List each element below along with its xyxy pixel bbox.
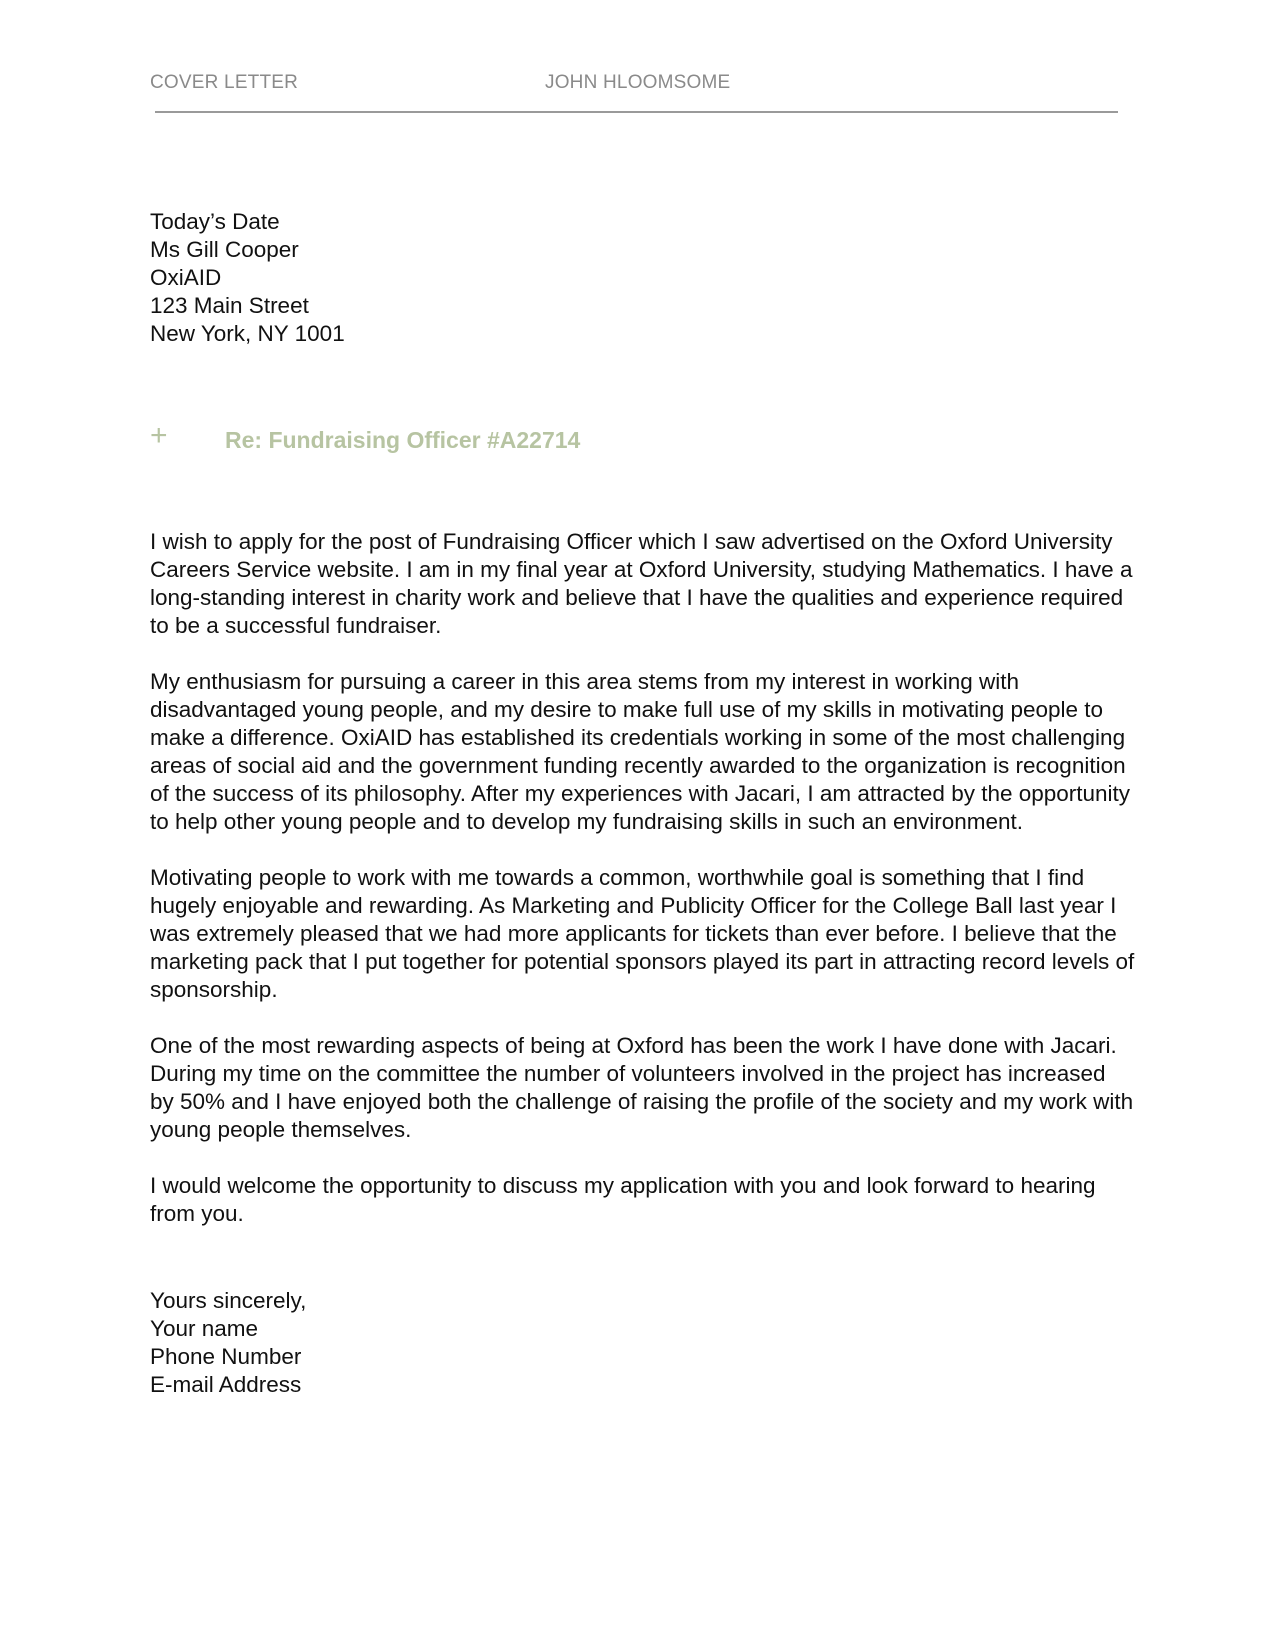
header-divider bbox=[155, 111, 1118, 113]
body-paragraph: My enthusiasm for pursuing a career in this area stems from my interest in working with disadvantaged young people, and my desire to make full use of my skills in motivating people to make a difference. OxiAID has established its credentials working in some of the most challenging areas of social aid and the government funding recently awarded to the organization is recognition of the success of its philosophy. After my experiences with Jacari, I am attracted by the opportunity to help other young people and to develop my fundraising skills in such an environment. bbox=[150, 669, 1131, 834]
document-type-label: COVER LETTER bbox=[150, 72, 299, 93]
sender-email: E-mail Address bbox=[150, 1372, 302, 1397]
body-paragraph: I wish to apply for the post of Fundraising Officer which I saw advertised on the Oxford University Careers Service website. I am in my final year at Oxford University, studying Mathematics. I have a long-standing interest in charity work and believe that I have the qualities and experience required to be a successful fundraiser. bbox=[150, 529, 1133, 638]
body-paragraph: One of the most rewarding aspects of being at Oxford has been the work I have done with Jacari. During my time on the committee the number of volunteers involved in the project has increased by 50% and I have enjoyed both the challenge of raising the profile of the society and my work with young people themselves. bbox=[150, 1033, 1134, 1142]
letter-body bbox=[150, 528, 1135, 1256]
sender-phone: Phone Number bbox=[150, 1344, 302, 1369]
subject-text: Re: Fundraising Officer #A22714 bbox=[225, 427, 581, 453]
body-paragraph: Motivating people to work with me towards a common, worthwhile goal is something that I find hugely enjoyable and rewarding. As Marketing and Publicity Officer for the College Ball last year I was extremely pleased that we had more applicants for tickets than ever before. I believe that the marketing pack that I put together for potential sponsors played its part in attracting record levels of sponsorship. bbox=[150, 865, 1135, 1002]
signoff-block bbox=[150, 1287, 306, 1399]
recipient-street: 123 Main Street bbox=[150, 293, 309, 318]
letter-header bbox=[150, 72, 1120, 94]
recipient-organization: OxiAID bbox=[150, 265, 222, 290]
closing-salutation: Yours sincerely, bbox=[150, 1288, 307, 1313]
author-name-header: JOHN HLOOMSOME bbox=[545, 72, 731, 93]
plus-icon: + bbox=[150, 419, 168, 452]
recipient-address-block bbox=[150, 208, 345, 348]
recipient-name: Ms Gill Cooper bbox=[150, 237, 299, 262]
letter-date: Today’s Date bbox=[150, 209, 280, 234]
body-paragraph: I would welcome the opportunity to discuss my application with you and look forward to hearing from you. bbox=[150, 1173, 1096, 1226]
sender-name: Your name bbox=[150, 1316, 258, 1341]
recipient-city: New York, NY 1001 bbox=[150, 321, 345, 346]
